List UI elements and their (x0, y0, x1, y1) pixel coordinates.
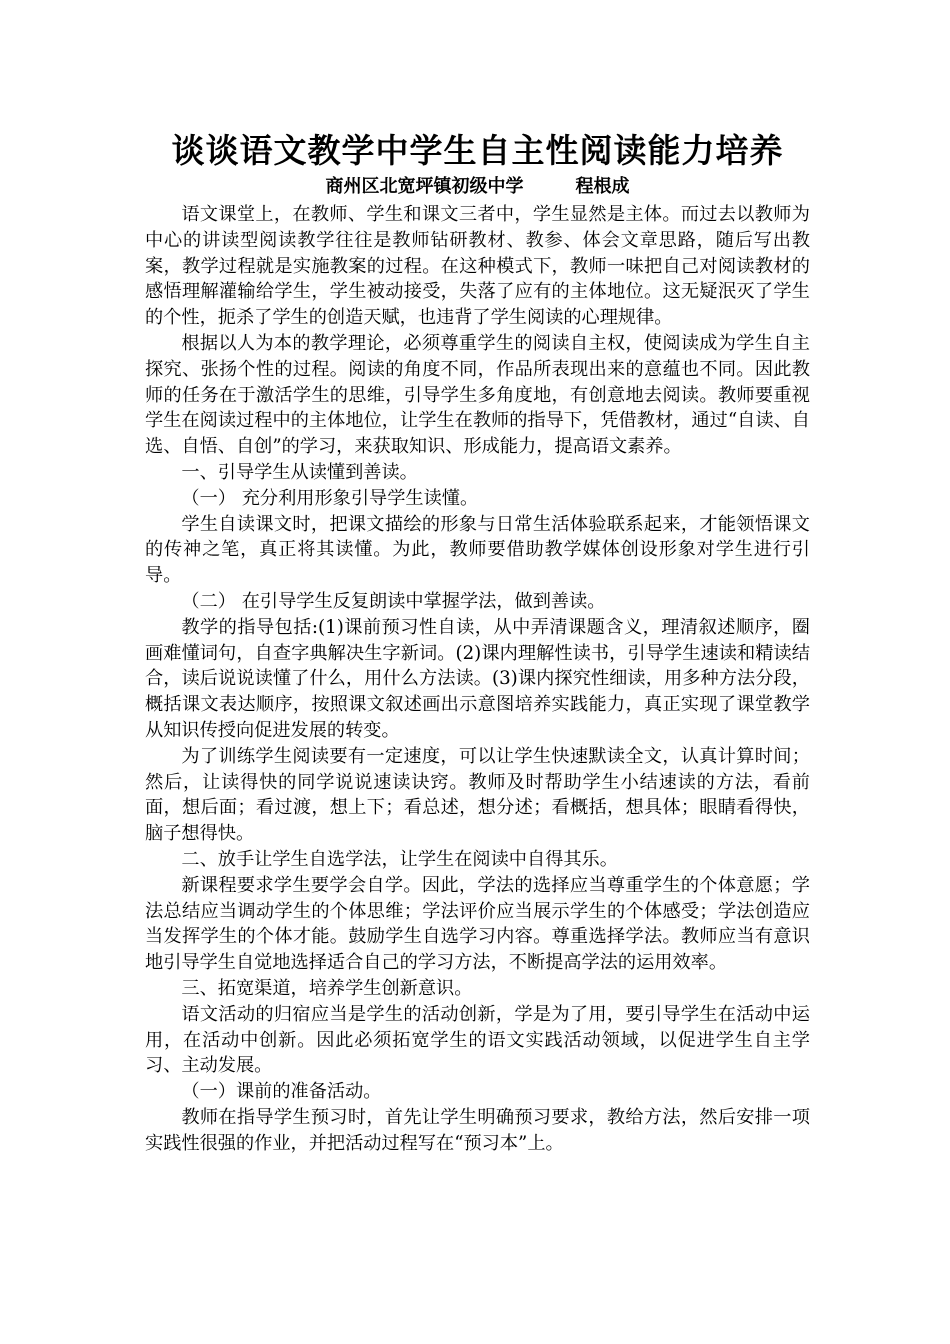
subsection-heading: （二） 在引导学生反复朗读中掌握学法，做到善读。 (181, 590, 606, 612)
section-heading: 三、拓宽渠道，培养学生创新意识。 (181, 977, 473, 999)
body-paragraph: 教学的指导包括:(1)课前预习性自读，从中弄清课题含义，理清叙述顺序，圈画难懂词句，自查字典解决生字新词。(2)课内理解性读书，引导学生速读和精读结合，读后说说读懂了什么，用什么方法读。(3)课内探究性细读，用多种方法分段，概括课文表达顺序，按照课文叙述画出示意图培养实践能力，真正实现了课堂教学从知识传授向促进发展的转变。 (145, 616, 810, 741)
subsection-heading: （一）课前的准备活动。 (181, 1081, 382, 1103)
subsection-heading: （一） 充分利用形象引导学生读懂。 (181, 487, 479, 509)
author-name: 程根成 (575, 176, 630, 197)
byline (145, 174, 810, 200)
document-body (145, 202, 810, 1156)
body-paragraph: 语文课堂上，在教师、学生和课文三者中，学生显然是主体。而过去以教师为中心的讲读型阅读教学往往是教师钻研教材、教参、体会文章思路，随后写出教案，教学过程就是实施教案的过程。在这种模式下，教师一味把自己对阅读教材的感悟理解灌输给学生，学生被动接受，失落了应有的主体地位。这无疑泯灭了学生的个性，扼杀了学生的创造天赋，也违背了学生阅读的心理规律。 (145, 204, 810, 329)
section-heading: 二、放手让学生自选学法，让学生在阅读中自得其乐。 (181, 848, 618, 870)
body-paragraph: 教师在指导学生预习时，首先让学生明确预习要求，教给方法，然后安排一项实践性很强的作业，并把活动过程写在“预习本”上。 (145, 1106, 810, 1154)
section-heading: 一、引导学生从读懂到善读。 (181, 461, 418, 483)
document-page (145, 128, 810, 1156)
body-paragraph: 学生自读课文时，把课文描绘的形象与日常生活体验联系起来，才能领悟课文的传神之笔，真正将其读懂。为此，教师要借助教学媒体创设形象对学生进行引导。 (145, 513, 810, 587)
body-paragraph: 新课程要求学生要学会自学。因此，学法的选择应当尊重学生的个体意愿；学法总结应当调动学生的个体思维；学法评价应当展示学生的个体感受；学法创造应当发挥学生的个体才能。鼓励学生自选学习内容。尊重选择学法。教师应当有意识地引导学生自觉地选择适合自己的学习方法，不断提高学法的运用效率。 (145, 874, 810, 974)
document-title: 谈谈语文教学中学生自主性阅读能力培养 (171, 131, 784, 170)
body-paragraph: 根据以人为本的教学理论，必须尊重学生的阅读自主权，使阅读成为学生自主探究、张扬个性的过程。阅读的角度不同，作品所表现出来的意蕴也不同。因此教师的任务在于激活学生的思维，引导学生多角度地，有创意地去阅读。教师要重视学生在阅读过程中的主体地位，让学生在教师的指导下，凭借教材，通过“自读、自选、自悟、自创”的学习，来获取知识、形成能力，提高语文素养。 (145, 332, 810, 458)
body-paragraph: 语文活动的归宿应当是学生的活动创新，学是为了用，要引导学生在活动中运用，在活动中创新。因此必须拓宽学生的语文实践活动领域，以促进学生自主学习、主动发展。 (145, 1003, 810, 1077)
body-paragraph: 为了训练学生阅读要有一定速度，可以让学生快速默读全文，认真计算时间；然后，让读得快的同学说说速读诀窍。教师及时帮助学生小结速读的方法，看前面，想后面；看过渡，想上下；看总述，想分述；看概括，想具体；眼睛看得快，脑子想得快。 (145, 745, 810, 845)
school-name: 商州区北宽坪镇初级中学 (325, 176, 524, 197)
